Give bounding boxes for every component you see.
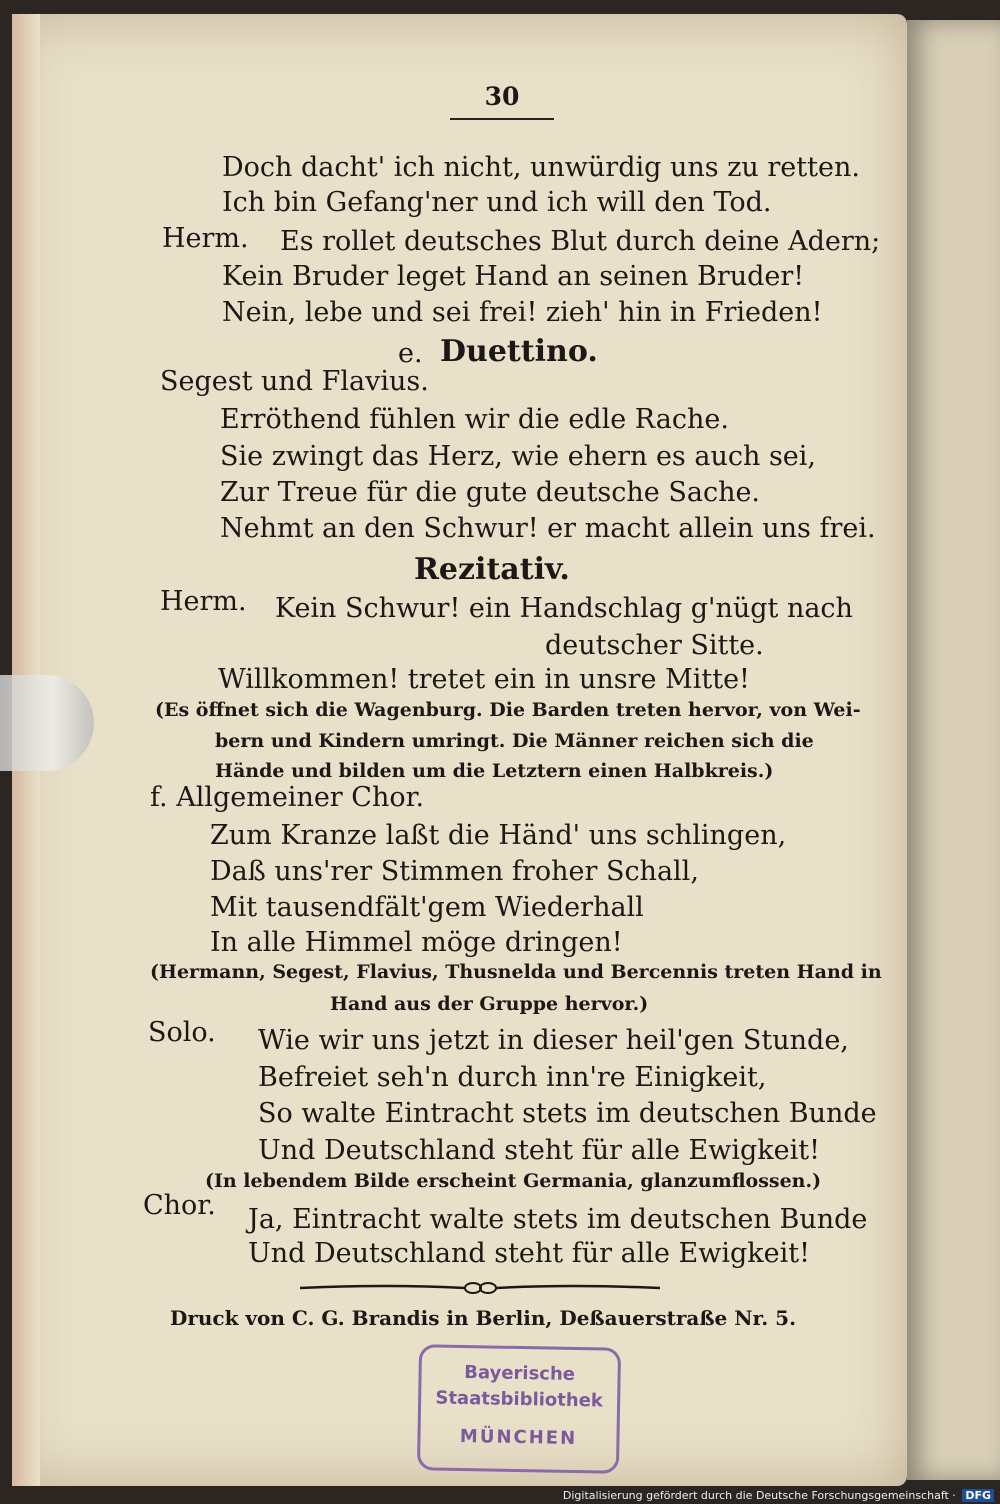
stage-direction: Hand aus der Gruppe hervor.) xyxy=(330,993,649,1015)
speaker-label: Chor. xyxy=(143,1190,216,1221)
text-line: Erröthend fühlen wir die edle Rache. xyxy=(220,404,729,435)
text-line: Mit tausendfält'gem Wiederhall xyxy=(210,892,644,923)
scanner-clip xyxy=(0,675,94,771)
text-line: Daß uns'rer Stimmen froher Schall, xyxy=(210,856,699,887)
text-line: Nein, lebe und sei frei! zieh' hin in Frieden! xyxy=(222,297,823,328)
stage-direction: bern und Kindern umringt. Die Männer reichen sich die xyxy=(215,730,814,752)
stamp-line-3: MÜNCHEN xyxy=(459,1425,578,1450)
section-heading: Rezitativ. xyxy=(414,552,570,587)
section-heading: Duettino. xyxy=(440,334,598,369)
speaker-label: Herm. xyxy=(160,586,247,617)
text-line: In alle Himmel möge dringen! xyxy=(210,927,623,958)
stamp-line-1: Bayerische xyxy=(464,1362,576,1385)
text-line: Sie zwingt das Herz, wie ehern es auch sei, xyxy=(220,441,816,472)
text-line: Nehmt an den Schwur! er macht allein uns frei. xyxy=(220,513,876,544)
text-line: Willkommen! tretet ein in unsre Mitte! xyxy=(218,664,750,695)
text-line: Zum Kranze laßt die Händ' uns schlingen, xyxy=(210,820,787,851)
stage-direction: (Es öffnet sich die Wagenburg. Die Barden treten hervor, von Wei- xyxy=(155,699,861,721)
digitization-credit xyxy=(563,1489,994,1502)
text-line: Wie wir uns jetzt in dieser heil'gen Stunde, xyxy=(258,1025,849,1056)
text-line: So walte Eintracht stets im deutschen Bunde xyxy=(258,1098,877,1129)
stage-direction: (In lebendem Bilde erscheint Germania, glanzumflossen.) xyxy=(205,1170,822,1192)
stage-direction: Hände und bilden um die Letztern einen Halbkreis.) xyxy=(215,760,774,782)
printer-imprint: Druck von C. G. Brandis in Berlin, Deßauerstraße Nr. 5. xyxy=(170,1306,797,1330)
text-line: Ich bin Gefang'ner und ich will den Tod. xyxy=(222,187,772,218)
page-number-rule xyxy=(450,118,554,120)
text-line: deutscher Sitte. xyxy=(545,630,764,661)
text-line: Segest und Flavius. xyxy=(160,366,429,397)
text-line: Und Deutschland steht für alle Ewigkeit! xyxy=(258,1135,820,1166)
dfg-logo: DFG xyxy=(962,1489,994,1502)
stamp-line-2: Staatsbibliothek xyxy=(435,1387,604,1412)
next-page-edge xyxy=(907,20,1000,1480)
text-line: Und Deutschland steht für alle Ewigkeit! xyxy=(248,1238,810,1269)
end-ornament-rule xyxy=(300,1281,660,1295)
text-line: Zur Treue für die gute deutsche Sache. xyxy=(220,477,761,508)
section-prefix: e. xyxy=(398,338,423,369)
library-stamp xyxy=(417,1344,621,1474)
text-line: f. Allgemeiner Chor. xyxy=(150,782,425,813)
text-line: Doch dacht' ich nicht, unwürdig uns zu retten. xyxy=(222,152,860,183)
text-line: Befreiet seh'n durch inn're Einigkeit, xyxy=(258,1062,767,1093)
text-line: Kein Bruder leget Hand an seinen Bruder! xyxy=(222,261,805,292)
speaker-label: Solo. xyxy=(148,1017,216,1048)
stage-direction: (Hermann, Segest, Flavius, Thusnelda und Bercennis treten Hand in xyxy=(150,961,882,983)
text-line: Es rollet deutsches Blut durch deine Adern; xyxy=(280,226,881,257)
text-line: Kein Schwur! ein Handschlag g'nügt nach xyxy=(275,593,853,624)
text-line: Ja, Eintracht walte stets im deutschen Bunde xyxy=(248,1204,868,1235)
credit-text: Digitalisierung gefördert durch die Deutsche Forschungsgemeinschaft · xyxy=(562,1489,956,1502)
speaker-label: Herm. xyxy=(162,223,249,254)
page-number: 30 xyxy=(484,82,520,111)
